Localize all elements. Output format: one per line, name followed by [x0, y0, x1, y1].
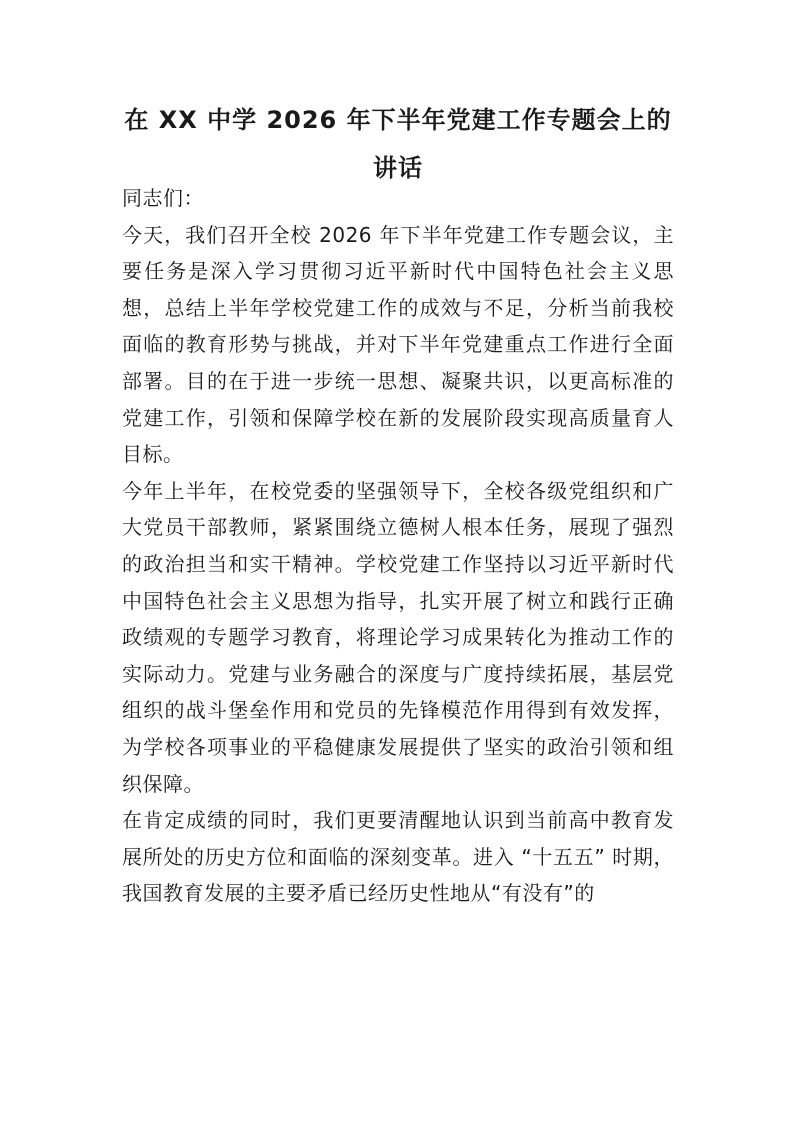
paragraph-intro: 今天，我们召开全校 2026 年下半年党建工作专题会议，主要任务是深入学习贯彻习近平新时代中国特色社会主义思想，总结上半年学校党建工作的成效与不足，分析当前我校面临的教育形势与挑战，并对下半年党建重点工作进行全面部署。目的在于进一步统一思想、凝聚共识，以更高标准的党建工作，引领和保障学校在新的发展阶段实现高质量育人目标。 [122, 222, 674, 467]
document-title: 在 XX 中学 2026 年下半年党建工作专题会上的讲话 [124, 106, 672, 182]
paragraph-situation: 在肯定成绩的同时，我们更要清醒地认识到当前高中教育发展所处的历史方位和面临的深刻变革。进入 “十五五” 时期，我国教育发展的主要矛盾已经历史性地从“有没有”的 [122, 808, 674, 906]
salutation: 同志们： [122, 186, 204, 210]
paragraph-achievements: 今年上半年，在校党委的坚强领导下，全校各级党组织和广大党员干部教师，紧紧围绕立德树人根本任务，展现了强烈的政治担当和实干精神。学校党建工作坚持以习近平新时代中国特色社会主义思想为指导，扎实开展了树立和践行正确政绩观的专题学习教育，将理论学习成果转化为推动工作的实际动力。党建与业务融合的深度与广度持续拓展，基层党组织的战斗堡垒作用和党员的先锋模范作用得到有效发挥，为学校各项事业的平稳健康发展提供了坚实的政治引领和组织保障。 [122, 478, 674, 796]
document-body [122, 180, 674, 912]
